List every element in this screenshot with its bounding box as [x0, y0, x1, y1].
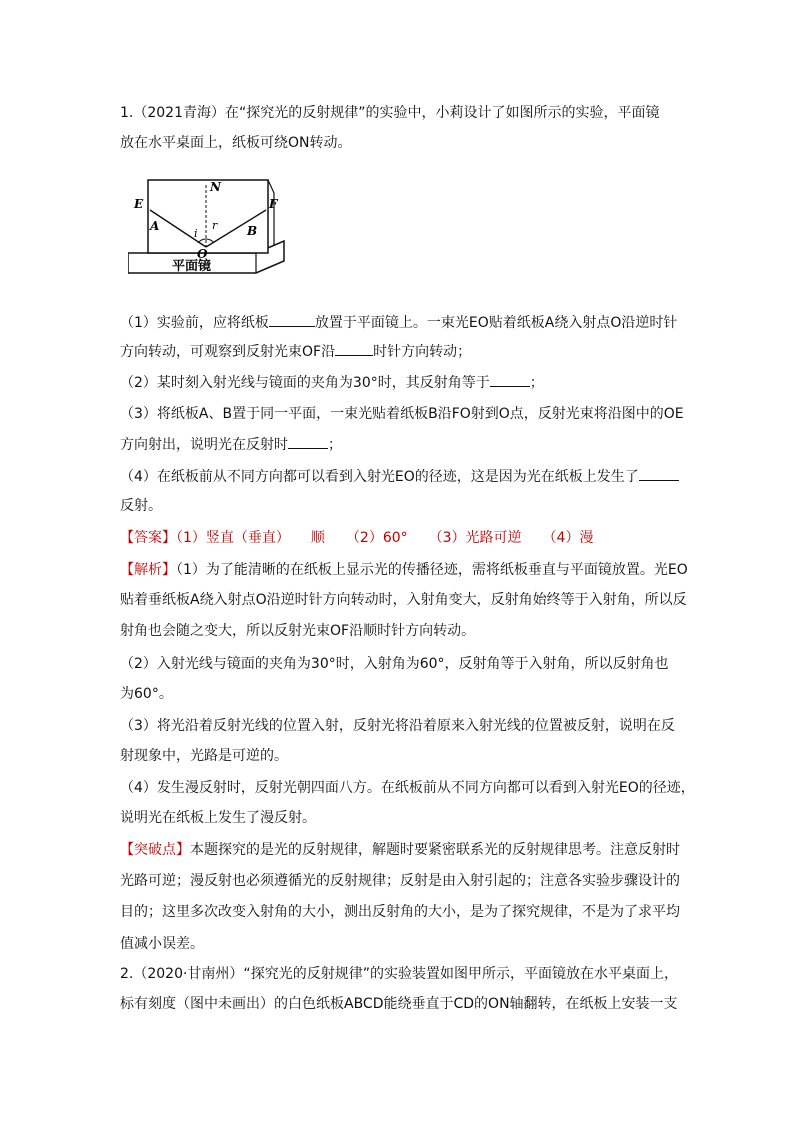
q1-sub1-line2 [120, 341, 471, 362]
q1-sub2 [120, 372, 544, 393]
q1-stem-line2: 放在水平桌面上，纸板可绕ON转动。 [120, 135, 352, 151]
q1-sub1-line2-text-a: 方向转动，可观察到反射光束OF沿 [120, 344, 336, 360]
analysis-line9: 说明光在纸板上发生了漫反射。 [120, 810, 316, 826]
q2-stem-line1: 2.（2020·甘南州）“探究光的反射规律”的实验装置如图甲所示，平面镜放在水平桌面上， [120, 966, 678, 982]
q2-stem-line2: 标有刻度（图中未画出）的白色纸板ABCD能绕垂直于CD的ON轴翻转，在纸板上安装一支 [120, 996, 678, 1012]
label-o: O [197, 247, 208, 261]
q1-sub3-line2-text-b: ； [328, 437, 342, 453]
q1-sub4-line1 [120, 466, 679, 487]
answer-blank [639, 466, 679, 481]
reflection-apparatus-diagram [128, 175, 288, 280]
breakthrough-text-1: 本题探究的是光的反射规律，解题时要紧密联系光的反射规律思考。注意反射时 [190, 842, 680, 858]
breakthrough-line3: 目的；这里多次改变入射角的大小，测出反射角的大小，是为了探究规律，不是为了求平均 [120, 904, 680, 920]
label-a: A [150, 219, 160, 233]
q1-sub3-line1: （3）将纸板A、B置于同一平面，一束光贴着纸板B沿FO射到O点，反射光束将沿图中的OE [120, 406, 684, 422]
paper-board [148, 180, 268, 253]
answer-tag: 【答案】 [120, 530, 176, 546]
mirror-label: 平面镜 [172, 259, 212, 274]
analysis-line5: 为60°。 [120, 686, 173, 702]
analysis-line1 [120, 560, 688, 580]
label-i: i [194, 227, 198, 240]
q1-sub1-line2-text-b: 时针方向转动； [373, 344, 472, 360]
q1-sub3-line2-text-a: 方向射出，说明光在反射时 [120, 437, 288, 453]
q1-sub2-text-a: （2）某时刻入射光线与镜面的夹角为30°时，其反射角等于 [120, 375, 490, 391]
analysis-line4: （2）入射光线与镜面的夹角为30°时，入射角为60°，反射角等于入射角，所以反射角也 [120, 656, 669, 672]
analysis-line2: 贴着垂纸板A绕入射点O沿逆时针方向转动时，入射角变大，反射角始终等于入射角，所以反 [120, 592, 687, 608]
label-e: E [134, 197, 144, 211]
q1-figure [128, 175, 288, 280]
analysis-tag: 【解析】 [120, 562, 176, 578]
q1-sub3-line2 [120, 434, 342, 455]
label-n: N [210, 180, 221, 194]
answer-line [120, 528, 593, 548]
answer-text: （1）竖直（垂直） 顺 （2）60° （3）光路可逆 （4）漫 [176, 530, 594, 546]
q1-sub1-text-b: 放置于平面镜上。一束光EO贴着纸板A绕入射点O沿逆时针 [314, 315, 678, 331]
analysis-text-1: （1）为了能清晰的在纸板上显示光的传播径迹，需将纸板垂直与平面镜放置。光EO [176, 562, 688, 578]
answer-blank [335, 341, 373, 356]
q1-sub4-text: （4）在纸板前从不同方向都可以看到入射光EO的径迹，这是因为光在纸板上发生了 [120, 469, 639, 485]
label-b: B [247, 224, 258, 238]
board-fold [268, 180, 274, 193]
breakthrough-tag: 【突破点】 [120, 842, 190, 858]
label-r: r [212, 219, 218, 232]
answer-blank [269, 312, 315, 327]
q1-sub1-line1 [120, 312, 677, 333]
answer-blank [288, 434, 328, 449]
breakthrough-line2: 光路可逆；漫反射也必须遵循光的反射规律；反射是由入射引起的；注意各实验步骤设计的 [120, 873, 680, 889]
label-f: F [269, 197, 278, 211]
q1-stem-line1: 1.（2021青海）在“探究光的反射规律”的实验中，小莉设计了如图所示的实验，平面镜 [120, 105, 660, 121]
analysis-line6: （3）将光沿着反射光线的位置入射，反射光将沿着原来入射光线的位置被反射，说明在反 [120, 718, 675, 734]
breakthrough-line1 [120, 840, 680, 860]
breakthrough-line4: 值减小误差。 [120, 936, 204, 952]
answer-blank [490, 372, 530, 387]
q1-sub2-text-b: ； [529, 375, 544, 391]
analysis-line7: 射现象中，光路是可逆的。 [120, 748, 288, 764]
analysis-line3: 射角也会随之变大，所以反射光束OF沿顺时针方向转动。 [120, 623, 476, 639]
q1-sub4-line2: 反射。 [120, 498, 162, 514]
q1-sub1-text-a: （1）实验前，应将纸板 [120, 315, 269, 331]
analysis-line8: （4）发生漫反射时，反射光朝四面八方。在纸板前从不同方向都可以看到入射光EO的径迹， [120, 780, 695, 796]
